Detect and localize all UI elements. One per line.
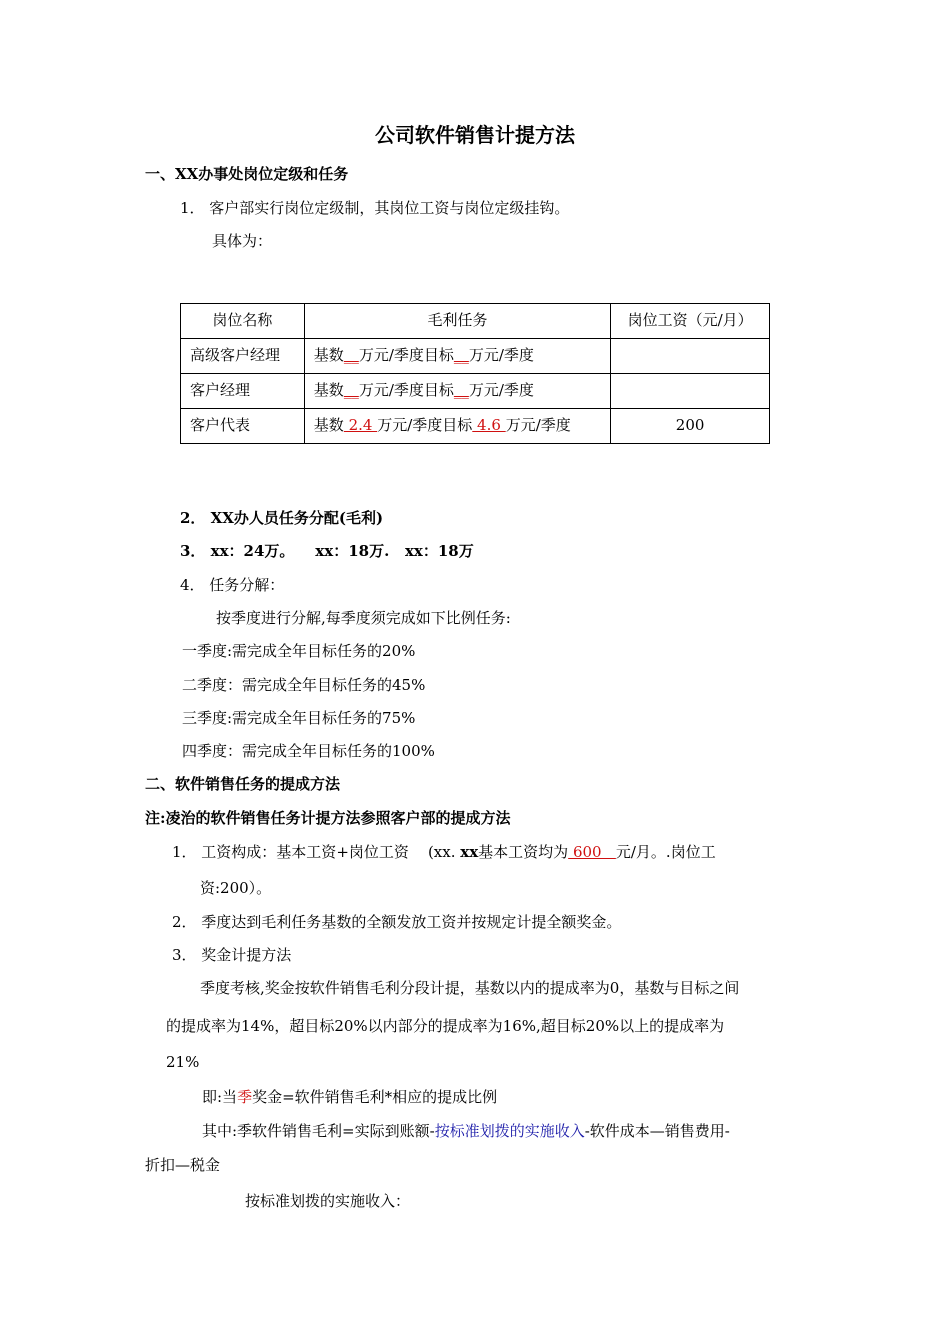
task-text: 基数 — [313, 381, 344, 399]
position-table — [180, 303, 770, 444]
task-text: 万元/季度 — [468, 381, 534, 399]
table-header: 岗位工资（元/月） — [611, 304, 770, 339]
base-value: __ — [343, 346, 359, 364]
table-row — [181, 409, 770, 444]
task-text: 万元/季度目标 — [358, 381, 454, 399]
table-cell-task — [304, 339, 610, 374]
table-cell-name: 客户经理 — [181, 374, 305, 409]
s2-item-3-line: 的提成率为14%，超目标20%以内部分的提成率为16%,超目标20%以上的提成率为 — [166, 1017, 725, 1035]
target-value: __ — [453, 381, 469, 399]
table-cell-salary — [611, 374, 770, 409]
s2-item-1 — [172, 842, 716, 862]
s1-item-2: 2． XX办人员任务分配(毛利) — [180, 509, 384, 527]
s2-item-2: 2． 季度达到毛利任务基数的全额发放工资并按规定计提全额奖金。 — [172, 913, 622, 931]
table-header: 岗位名称 — [181, 304, 305, 339]
task-text: 万元/季度 — [505, 416, 571, 434]
table-row — [181, 374, 770, 409]
formula-line — [202, 1087, 497, 1107]
base-value: 2.4 — [343, 416, 378, 434]
table-cell-name: 客户代表 — [181, 409, 305, 444]
s2-item-3: 3． 奖金计提方法 — [172, 946, 292, 964]
s2-item-3-line: 季度考核,奖金按软件销售毛利分段计提，基数以内的提成率为0，基数与目标之间 — [200, 979, 740, 997]
table-row — [181, 339, 770, 374]
item-text: 基本工资均为 — [478, 843, 569, 861]
s1-item-4-sub: 按季度进行分解,每季度须完成如下比例任务: — [216, 609, 511, 627]
where-highlight: 按标准划拨的实施收入 — [434, 1122, 585, 1140]
task-text: 万元/季度目标 — [358, 346, 454, 364]
quarter-line: 三季度:需完成全年目标任务的75% — [182, 709, 416, 727]
quarter-line: 二季度：需完成全年目标任务的45% — [182, 676, 426, 694]
where-text: 其中:季软件销售毛利=实际到账额- — [202, 1122, 435, 1140]
quarter-line: 四季度：需完成全年目标任务的100% — [182, 742, 435, 760]
last-line: 按标准划拨的实施收入： — [245, 1192, 411, 1210]
section-1-heading: 一、XX办事处岗位定级和任务 — [145, 165, 349, 183]
where-text: -软件成本—销售费用- — [584, 1122, 730, 1140]
s1-item-1: 1． 客户部实行岗位定级制，其岗位工资与岗位定级挂钩。 — [180, 199, 570, 217]
table-cell-name: 高级客户经理 — [181, 339, 305, 374]
base-value: __ — [343, 381, 359, 399]
table-cell-salary: 200 — [611, 409, 770, 444]
where-line-cont: 折扣—税金 — [145, 1156, 221, 1174]
page-title: 公司软件销售计提方法 — [375, 123, 575, 147]
formula-highlight: 季 — [237, 1088, 253, 1106]
table-header: 毛利任务 — [304, 304, 610, 339]
section-2-heading: 二、软件销售任务的提成方法 — [145, 775, 341, 793]
task-text: 基数 — [313, 346, 344, 364]
target-value: __ — [453, 346, 469, 364]
table-header-row — [181, 304, 770, 339]
target-value: 4.6 — [472, 416, 506, 434]
formula-text: 奖金=软件销售毛利*相应的提成比例 — [252, 1088, 498, 1106]
table-cell-task — [304, 409, 610, 444]
where-line — [202, 1121, 730, 1141]
s2-note: 注:凌治的软件销售任务计提方法参照客户部的提成方法 — [145, 809, 511, 827]
s1-item-1-sub: 具体为： — [212, 232, 273, 250]
task-text: 万元/季度 — [468, 346, 534, 364]
table-cell-task — [304, 374, 610, 409]
item-text: 1． 工资构成：基本工资+岗位工资 (xx. — [172, 843, 461, 861]
base-salary-value: 600 — [568, 843, 616, 861]
formula-text: 即:当 — [202, 1088, 238, 1106]
item-text: 元/月。.岗位工 — [615, 843, 716, 861]
s2-item-1-cont: 资:200）。 — [200, 879, 272, 897]
s2-item-3-line: 21% — [166, 1053, 200, 1071]
quarter-line: 一季度:需完成全年目标任务的20% — [182, 642, 416, 660]
task-text: 万元/季度目标 — [377, 416, 473, 434]
item-text: xx — [460, 843, 479, 861]
s1-item-3: 3． xx：24万。 xx：18万. xx：18万 — [180, 542, 474, 560]
s1-item-4: 4． 任务分解： — [180, 576, 285, 594]
table-cell-salary — [611, 339, 770, 374]
task-text: 基数 — [313, 416, 344, 434]
